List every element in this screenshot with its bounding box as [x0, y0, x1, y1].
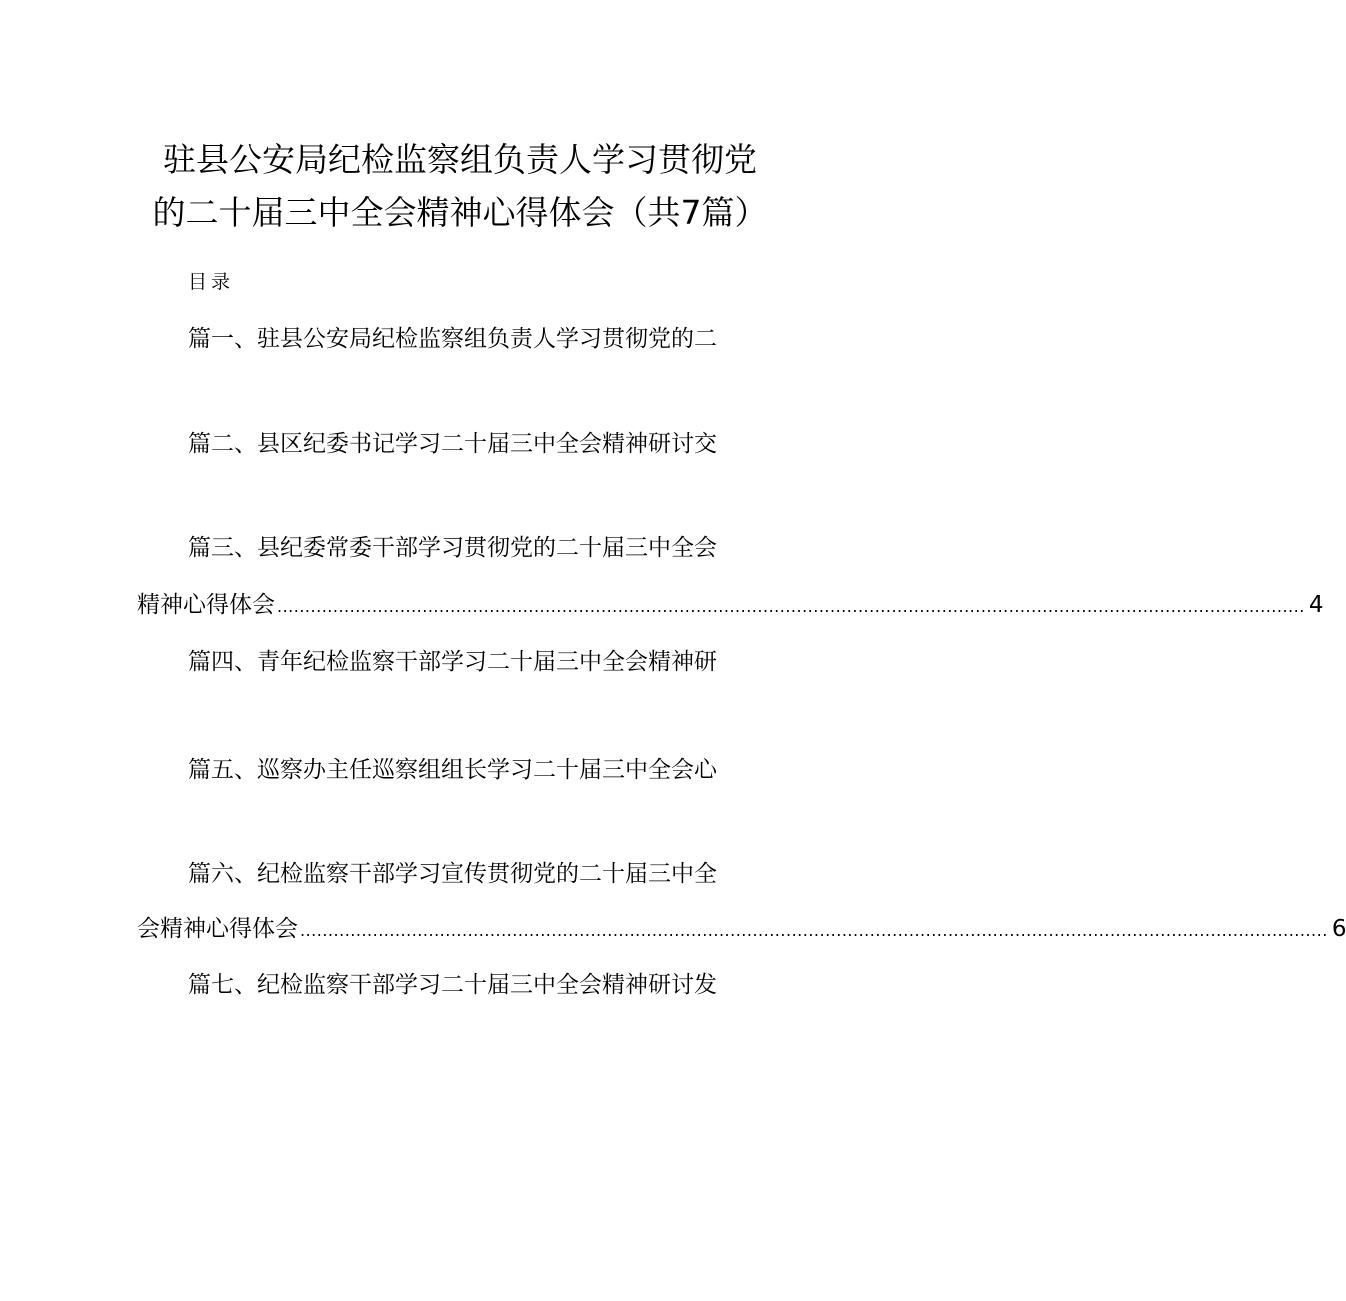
toc-entry-6: 篇六、纪检监察干部学习宣传贯彻党的二十届三中全 — [188, 861, 717, 887]
toc-entry-3-page-number: 4 — [1308, 592, 1324, 618]
toc-heading: 目录 — [188, 271, 235, 293]
toc-entry-3-text: 精神心得体会 — [137, 592, 275, 618]
toc-entry-2: 篇二、县区纪委书记学习二十届三中全会精神研讨交 — [188, 431, 717, 457]
toc-entry-3-continuation — [137, 590, 1324, 622]
toc-entry-6-text: 会精神心得体会 — [137, 916, 298, 942]
toc-entry-3: 篇三、县纪委常委干部学习贯彻党的二十届三中全会 — [188, 535, 717, 561]
toc-leader-dots: ........................................................................................................................................................................................ — [277, 597, 1305, 616]
document-title-line-1: 驻县公安局纪检监察组负责人学习贯彻党 — [163, 140, 757, 179]
toc-entry-4: 篇四、青年纪检监察干部学习二十届三中全会精神研 — [188, 649, 717, 675]
toc-leader-dots: ........................................................................................................................................................................................ — [300, 921, 1328, 940]
toc-entry-7: 篇七、纪检监察干部学习二十届三中全会精神研讨发 — [188, 972, 717, 998]
document-title-line-2: 的二十届三中全会精神心得体会（共7篇） — [152, 193, 768, 232]
toc-entry-6-page-number: 6 — [1331, 916, 1346, 942]
toc-entry-5: 篇五、巡察办主任巡察组组长学习二十届三中全会心 — [188, 757, 717, 783]
toc-entry-6-continuation — [137, 914, 1346, 946]
toc-entry-1: 篇一、驻县公安局纪检监察组负责人学习贯彻党的二 — [188, 326, 717, 352]
